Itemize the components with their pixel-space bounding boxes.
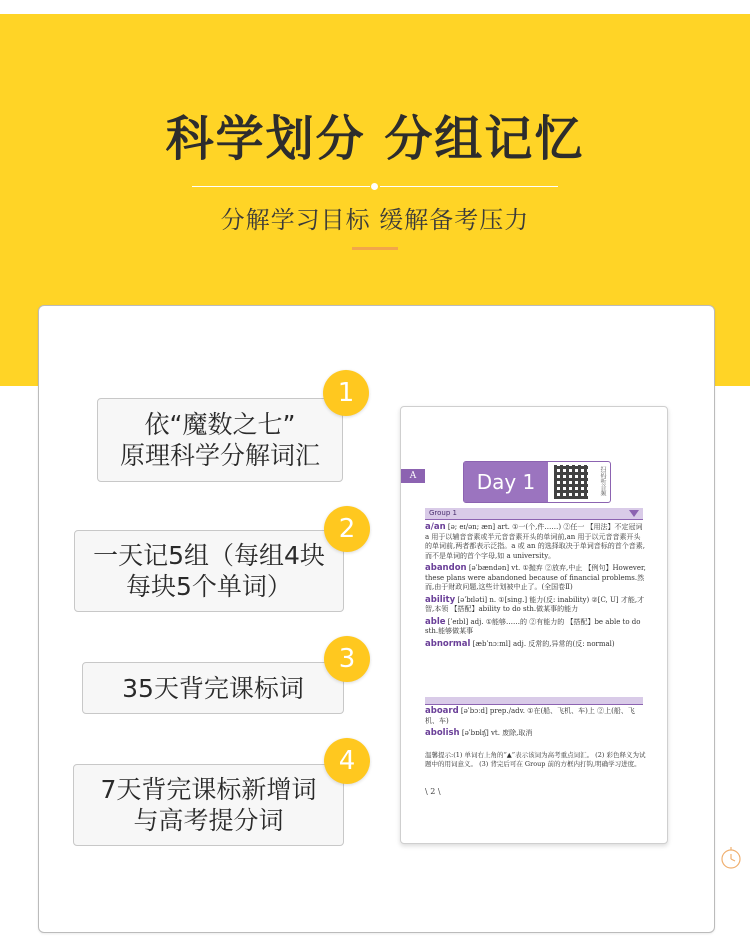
book-page-image xyxy=(400,406,668,844)
entry-headword: abnormal xyxy=(425,638,471,649)
list-item xyxy=(425,596,647,615)
list-item xyxy=(425,707,647,726)
entry-text: [əˈbændən] vt. ①抛弃 ②放弃,中止 【例句】However, these plans were abandoned because of financial problems.然而,由于财政问题,这些计划被中止了。(全国卷Ⅱ) xyxy=(425,564,646,591)
entry-headword: abandon xyxy=(425,563,467,573)
triangle-marker-icon xyxy=(629,510,639,517)
group-bar xyxy=(425,508,643,520)
list-item xyxy=(425,523,647,561)
feature-box-1 xyxy=(97,398,343,482)
entry-headword: able xyxy=(425,616,446,627)
feature-box-2 xyxy=(74,530,344,612)
list-item xyxy=(425,729,647,739)
entry-list xyxy=(425,523,647,652)
list-item xyxy=(425,640,647,650)
group-label: Group 1 xyxy=(429,509,457,517)
entry-headword: ability xyxy=(425,594,456,605)
entry-text: [ˈeɪbl] adj. ①能够……的 ②有能力的 【搭配】be able to do sth.能够做某事 xyxy=(425,617,641,635)
entry-text: [əˈbɔːd] prep./adv. ①在(船、飞机、车)上 ②上(船、飞机、车) xyxy=(425,707,635,725)
page-number: \ 2 \ xyxy=(425,787,441,796)
number-badge-3: 3 xyxy=(324,636,370,682)
entry-list-2 xyxy=(425,707,647,742)
number-badge-2: 2 xyxy=(324,506,370,552)
list-item xyxy=(425,618,647,637)
qr-note: 扫码听音频 xyxy=(599,466,606,496)
group-bar-2 xyxy=(425,697,643,705)
entry-text: [ə; eɪ/ən; æn] art. ①一(个,件……) ②任一 【用法】不定冠词 a 用于以辅音音素或半元音音素开头的单词前,an 用于以元音音素开头的单词前,两者都表示泛指。a 或 an 的选择取决于单词音标的首个音素,而不是单词的首个字母,如 a university。 xyxy=(425,523,645,560)
divider-line-right xyxy=(380,186,558,187)
page-subtitle: 分解学习目标 缓解备考压力 xyxy=(220,206,530,234)
feature-text-3: 35天背完课标词 xyxy=(122,673,304,703)
qr-code-icon xyxy=(554,465,588,499)
entry-text: [əˈbɒlɪʃ] vt. 废除,取消 xyxy=(461,729,533,737)
number-badge-4: 4 xyxy=(324,738,370,784)
day-label: Day 1 xyxy=(464,462,548,502)
divider-line-left xyxy=(192,186,370,187)
entry-headword: abolish xyxy=(425,728,460,738)
clock-icon xyxy=(718,845,744,871)
entry-text: [æbˈnɔːml] adj. 反常的,异常的(反: normal) xyxy=(472,639,615,648)
divider-dot xyxy=(371,183,378,190)
entry-headword: aboard xyxy=(425,706,459,716)
day-header xyxy=(463,461,611,503)
list-item xyxy=(425,564,647,593)
number-badge-1: 1 xyxy=(323,370,369,416)
feature-text-4: 7天背完课标新增词 与高考提分词 xyxy=(100,775,317,835)
feature-box-4 xyxy=(73,764,344,846)
page-headline: 科学划分 分组记忆 xyxy=(165,111,585,167)
study-tip: 温馨提示:(1) 单词右上角的“▲”表示该词为高考重点词汇。 (2) 彩色释义为试题中的用词意义。 (3) 背完后可在 Group 前的方框内打钩,明确学习进度。 xyxy=(425,751,646,768)
entry-text: [əˈbɪləti] n. ①[sing.] 能力(反: inability) ②[C, U] 才能,才智,本领 【搭配】ability to do sth.做某事的能力 xyxy=(425,595,645,613)
book-side-tab: A xyxy=(401,469,425,483)
feature-text-2: 一天记5组（每组4块 每块5个单词） xyxy=(93,541,325,601)
feature-box-3 xyxy=(82,662,344,714)
entry-headword: a/an xyxy=(425,522,446,532)
subtitle-underline xyxy=(352,247,398,250)
feature-text-1: 依“魔数之七” 原理科学分解词汇 xyxy=(119,410,320,470)
